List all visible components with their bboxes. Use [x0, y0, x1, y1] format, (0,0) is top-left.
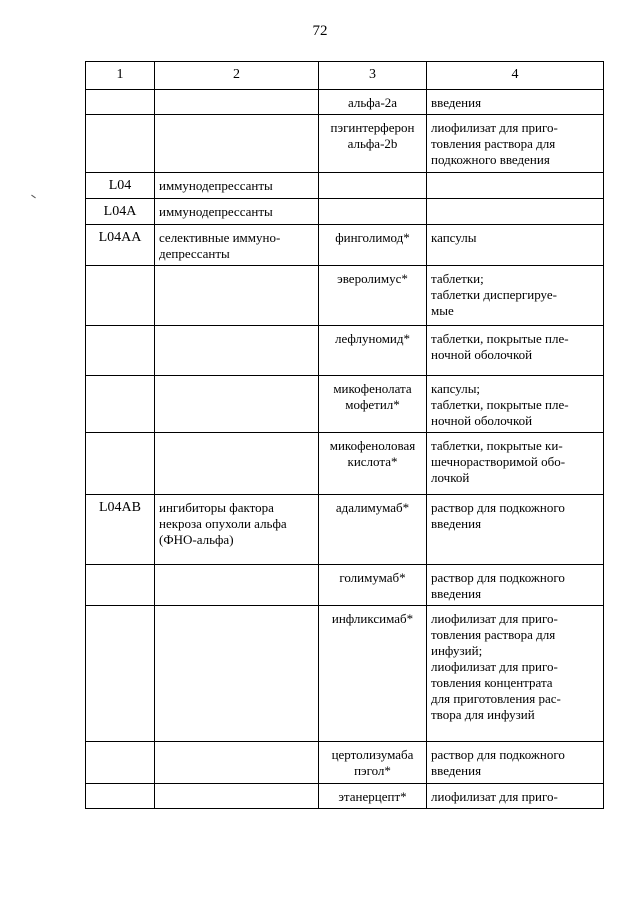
- name-cell: этанерцепт*: [319, 784, 427, 809]
- form-cell: раствор для подкожного введения: [427, 495, 604, 565]
- name-cell: микофенолата мофетил*: [319, 376, 427, 433]
- group-cell: иммунодепрессанты: [155, 199, 319, 225]
- form-cell: [427, 199, 604, 225]
- form-cell: таблетки, покрытые пле- ночной оболочкой: [427, 326, 604, 376]
- code-cell: L04: [86, 173, 155, 199]
- form-cell: лиофилизат для приго-: [427, 784, 604, 809]
- table-row: [86, 173, 604, 199]
- group-cell: иммунодепрессанты: [155, 173, 319, 199]
- table-row: [86, 433, 604, 495]
- name-cell: инфликсимаб*: [319, 606, 427, 742]
- form-cell: лиофилизат для приго- товления раствора для подкожного введения: [427, 115, 604, 173]
- code-cell: L04AA: [86, 225, 155, 266]
- name-cell: альфа-2а: [319, 90, 427, 115]
- name-cell: эверолимус*: [319, 266, 427, 326]
- scan-mark: [31, 195, 36, 199]
- group-cell: ингибиторы фактора некроза опухоли альфа (ФНО-альфа): [155, 495, 319, 565]
- form-cell: введения: [427, 90, 604, 115]
- group-cell: [155, 606, 319, 742]
- name-cell: адалимумаб*: [319, 495, 427, 565]
- code-cell: [86, 376, 155, 433]
- form-cell: таблетки, покрытые ки- шечнорастворимой обо- лочкой: [427, 433, 604, 495]
- page-number: 72: [312, 23, 328, 39]
- group-cell: [155, 376, 319, 433]
- code-cell: [86, 784, 155, 809]
- code-cell: [86, 266, 155, 326]
- name-cell: финголимод*: [319, 225, 427, 266]
- table-row: [86, 606, 604, 742]
- table-row: [86, 742, 604, 784]
- form-cell: раствор для подкожного введения: [427, 565, 604, 606]
- group-cell: [155, 266, 319, 326]
- form-cell: [427, 173, 604, 199]
- table-row: [86, 784, 604, 809]
- table-row: [86, 90, 604, 115]
- name-cell: [319, 199, 427, 225]
- code-cell: [86, 115, 155, 173]
- table-row: [86, 266, 604, 326]
- group-cell: [155, 90, 319, 115]
- table-row: [86, 199, 604, 225]
- header-row: [86, 62, 604, 90]
- table-row: [86, 326, 604, 376]
- drug-table: [85, 61, 604, 809]
- group-cell: [155, 115, 319, 173]
- table-row: [86, 225, 604, 266]
- code-cell: [86, 90, 155, 115]
- code-cell: [86, 433, 155, 495]
- form-cell: раствор для подкожного введения: [427, 742, 604, 784]
- form-cell: капсулы; таблетки, покрытые пле- ночной оболочкой: [427, 376, 604, 433]
- name-cell: лефлуномид*: [319, 326, 427, 376]
- form-cell: капсулы: [427, 225, 604, 266]
- table-row: [86, 565, 604, 606]
- code-cell: [86, 606, 155, 742]
- code-cell: [86, 565, 155, 606]
- table-row: [86, 495, 604, 565]
- name-cell: голимумаб*: [319, 565, 427, 606]
- group-cell: [155, 433, 319, 495]
- table-row: [86, 115, 604, 173]
- column-header-2: 2: [155, 62, 319, 90]
- group-cell: [155, 742, 319, 784]
- name-cell: цертолизумаба пэгол*: [319, 742, 427, 784]
- column-header-4: 4: [427, 62, 604, 90]
- group-cell: [155, 326, 319, 376]
- code-cell: L04AB: [86, 495, 155, 565]
- group-cell: селективные иммуно- депрессанты: [155, 225, 319, 266]
- code-cell: [86, 742, 155, 784]
- name-cell: микофеноловая кислота*: [319, 433, 427, 495]
- group-cell: [155, 784, 319, 809]
- column-header-3: 3: [319, 62, 427, 90]
- group-cell: [155, 565, 319, 606]
- column-header-1: 1: [86, 62, 155, 90]
- table-row: [86, 376, 604, 433]
- form-cell: таблетки; таблетки диспергируе- мые: [427, 266, 604, 326]
- code-cell: [86, 326, 155, 376]
- name-cell: пэгинтерферон альфа-2b: [319, 115, 427, 173]
- form-cell: лиофилизат для приго- товления раствора для инфузий; лиофилизат для приго- товления концентрата для приготовления рас- твора для инфузий: [427, 606, 604, 742]
- name-cell: [319, 173, 427, 199]
- code-cell: L04A: [86, 199, 155, 225]
